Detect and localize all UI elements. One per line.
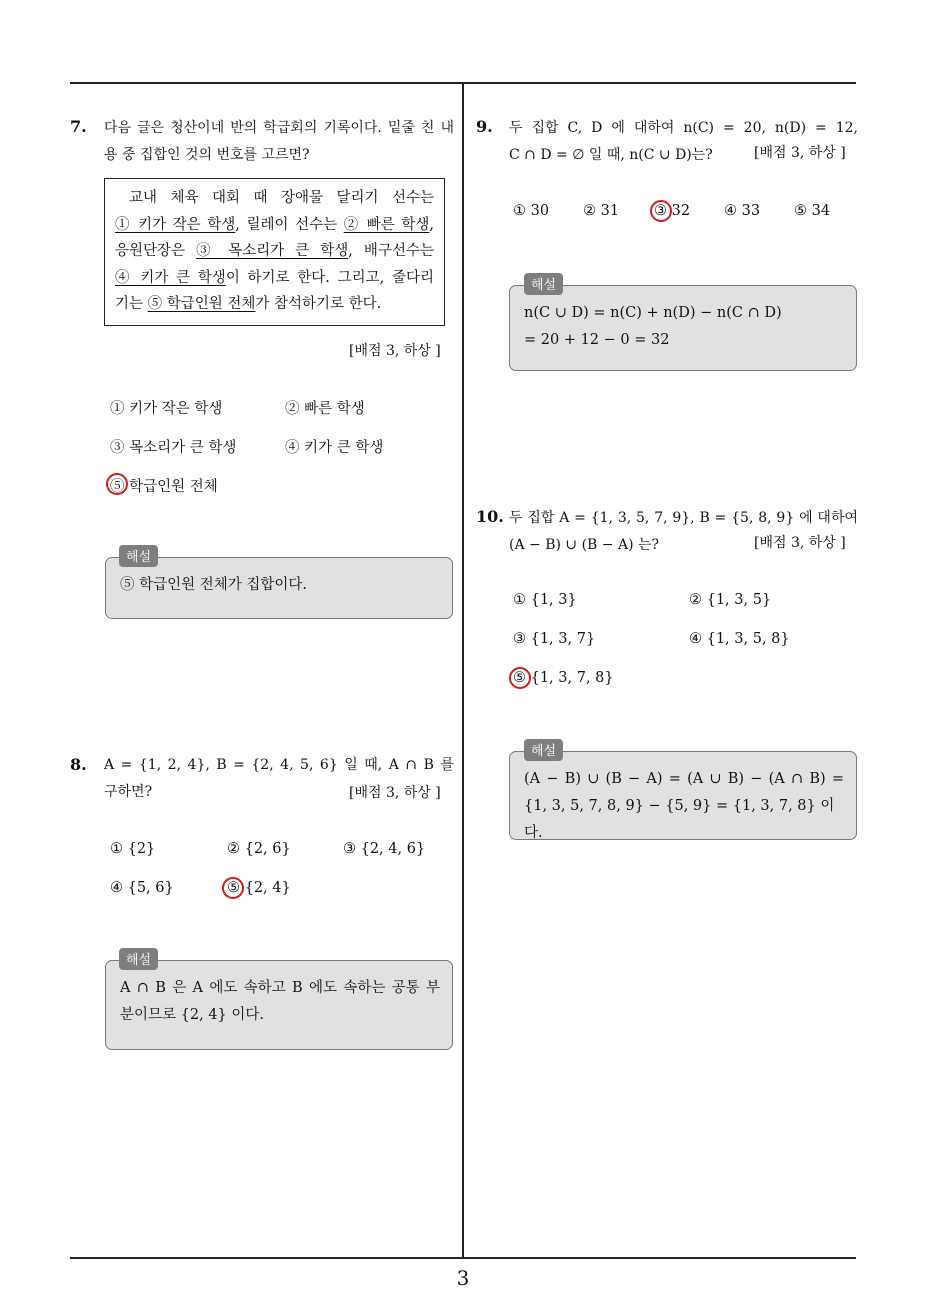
choice-1[interactable]: ① {2} xyxy=(110,841,156,857)
box-text: 기는 xyxy=(115,296,148,312)
question-text-line-1: 두 집합 C, D 에 대하여 n(C) = 20, n(D) = 12, xyxy=(509,120,858,136)
score-label: [배점 3, 하상 ] xyxy=(349,785,441,801)
meeting-record-box xyxy=(104,178,445,326)
solution-line-2: 분이므로 {2, 4} 이다. xyxy=(120,1007,264,1023)
choice-3[interactable]: ③ 목소리가 큰 학생 xyxy=(110,440,237,456)
box-text: , 배구선수는 xyxy=(348,243,434,259)
solution-line-1: n(C ∪ D) = n(C) + n(D) − n(C ∩ D) xyxy=(524,305,782,321)
choice-1[interactable]: ① 키가 작은 학생 xyxy=(110,401,223,417)
answer-mark-circle xyxy=(650,200,672,222)
choice-3[interactable]: ③ {1, 3, 7} xyxy=(513,631,596,647)
score-label: [배점 3, 하상 ] xyxy=(754,535,846,551)
box-line-2 xyxy=(115,212,434,239)
solution-text: ⑤ 학급인원 전체가 집합이다. xyxy=(120,577,308,593)
question-text: 다음 글은 청산이네 반의 학급회의 기록이다. 밑줄 친 내용 중 집합인 것의 번호를 고르면? xyxy=(104,120,454,163)
box-line-4 xyxy=(115,265,434,292)
choice-4[interactable]: ④ {5, 6} xyxy=(110,880,174,896)
solution-tag: 해설 xyxy=(119,545,158,567)
solution-tag: 해설 xyxy=(524,273,563,295)
question-number: 10. xyxy=(476,507,504,526)
box-text: , xyxy=(429,216,434,233)
underlined-item-1: ① 키가 작은 학생 xyxy=(115,216,236,233)
answer-mark-circle xyxy=(106,473,128,495)
choice-5[interactable]: ⑤ 34 xyxy=(794,203,831,219)
solution-line-1: A ∩ B 은 A 에도 속하고 B 에도 속하는 공통 부 xyxy=(120,980,440,996)
score-label: [배점 3, 하상 ] xyxy=(754,145,846,161)
choice-3[interactable]: ③ {2, 4, 6} xyxy=(343,841,426,857)
question-text-line-1: A = {1, 2, 4}, B = {2, 4, 5, 6} 일 때, A ∩ B 를 xyxy=(104,757,454,773)
solution-tag: 해설 xyxy=(119,948,158,970)
choice-2[interactable]: ② {1, 3, 5} xyxy=(689,592,772,608)
question-number: 9. xyxy=(476,117,493,136)
choice-4[interactable]: ④ 33 xyxy=(724,203,761,219)
box-text: 응원단장은 xyxy=(115,243,197,259)
question-text-line-2: C ∩ D = ∅ 일 때, n(C ∪ D)는? xyxy=(509,147,713,163)
underlined-item-4: ④ 키가 큰 학생 xyxy=(115,269,226,286)
solution-box xyxy=(509,751,857,840)
column-divider xyxy=(462,83,464,1258)
solution-tag: 해설 xyxy=(524,739,563,761)
bottom-rule xyxy=(70,1257,856,1259)
question-number: 7. xyxy=(70,117,87,136)
box-text: 가 참석하기로 한다. xyxy=(255,296,382,312)
solution-box xyxy=(105,557,453,619)
choice-5[interactable]: ⑤ {2, 4} xyxy=(227,880,291,896)
choice-5[interactable]: ⑤ 학급인원 전체 xyxy=(110,479,218,495)
choice-2[interactable]: ② 빠른 학생 xyxy=(285,401,365,417)
answer-mark-circle xyxy=(222,877,244,899)
choice-1[interactable]: ① {1, 3} xyxy=(513,592,577,608)
choice-1[interactable]: ① 30 xyxy=(513,203,550,219)
score-label: [배점 3, 하상 ] xyxy=(349,343,441,359)
question-text-line-1: 두 집합 A = {1, 3, 5, 7, 9}, B = {5, 8, 9} 에 대하여 xyxy=(509,510,858,526)
question-text-line-2: (A − B) ∪ (B − A) 는? xyxy=(509,537,660,553)
solution-box xyxy=(509,285,857,371)
solution-line-2: = 20 + 12 − 0 = 32 xyxy=(524,332,670,348)
box-text: 이 하기로 한다. 그리고, 줄다리 xyxy=(225,269,434,286)
box-line-5 xyxy=(115,291,434,318)
choice-2[interactable]: ② 31 xyxy=(583,203,620,219)
page-number: 3 xyxy=(456,1266,470,1290)
choice-3[interactable]: ③ 32 xyxy=(654,203,691,219)
question-text-line-2: 구하면? xyxy=(104,784,153,800)
underlined-item-5: ⑤ 학급인원 전체 xyxy=(147,296,256,312)
solution-box xyxy=(105,960,453,1050)
question-number: 8. xyxy=(70,755,87,774)
answer-mark-circle xyxy=(509,667,531,689)
underlined-item-3: ③ 목소리가 큰 학생 xyxy=(196,243,349,259)
solution-line-1: (A − B) ∪ (B − A) = (A ∪ B) − (A ∩ B) = xyxy=(524,771,844,787)
choice-2[interactable]: ② {2, 6} xyxy=(227,841,291,857)
box-line-1: 교내 체육 대회 때 장애물 달리기 선수는 xyxy=(129,190,434,206)
choice-5[interactable]: ⑤ {1, 3, 7, 8} xyxy=(513,670,614,686)
choice-4[interactable]: ④ {1, 3, 5, 8} xyxy=(689,631,790,647)
solution-line-2: {1, 3, 5, 7, 8, 9} − {5, 9} = {1, 3, 7, 8} 이다. xyxy=(524,798,835,841)
box-line-3 xyxy=(115,238,434,265)
choice-4[interactable]: ④ 키가 큰 학생 xyxy=(285,440,384,456)
underlined-item-2: ② 빠른 학생 xyxy=(343,216,430,233)
box-text: , 릴레이 선수는 xyxy=(235,216,344,233)
